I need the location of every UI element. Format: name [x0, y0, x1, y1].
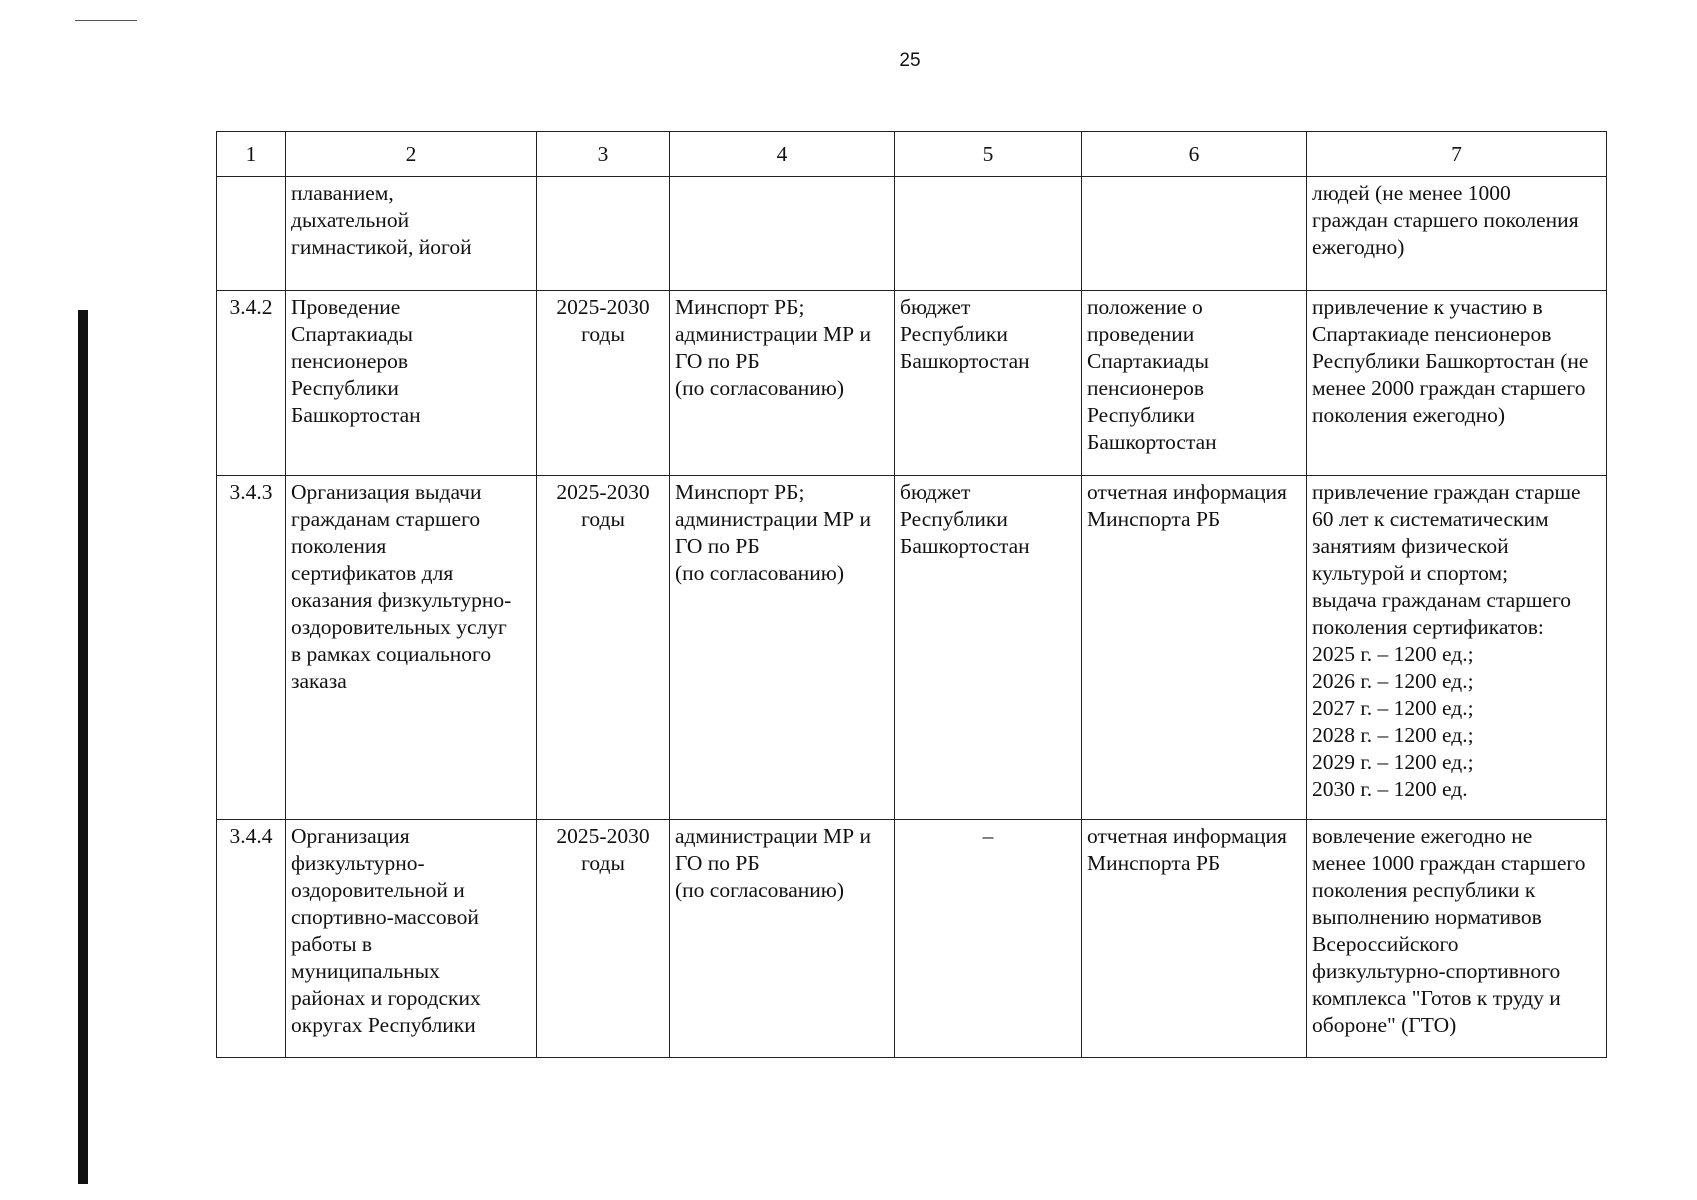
- funding-source: бюджет Республики Башкортостан: [895, 476, 1082, 820]
- table-row: [217, 177, 1607, 291]
- executors: Минспорт РБ; администрации МР и ГО по РБ (по согласованию): [670, 476, 895, 820]
- executors: администрации МР и ГО по РБ (по согласованию): [670, 820, 895, 1058]
- item-number: 3.4.3: [217, 476, 286, 820]
- item-number: 3.4.2: [217, 291, 286, 476]
- program-table: [216, 131, 1607, 1058]
- period: [537, 177, 670, 291]
- executors: Минспорт РБ; администрации МР и ГО по РБ (по согласованию): [670, 291, 895, 476]
- scan-edge-bar: [78, 310, 88, 1184]
- item-number: 3.4.4: [217, 820, 286, 1058]
- page-number: 25: [899, 50, 921, 71]
- document: отчетная информация Минспорта РБ: [1082, 476, 1307, 820]
- document: [1082, 177, 1307, 291]
- table-row: [217, 820, 1607, 1058]
- expected-result: людей (не менее 1000 граждан старшего поколения ежегодно): [1307, 177, 1607, 291]
- table-row: [217, 291, 1607, 476]
- column-header: 7: [1307, 132, 1607, 177]
- expected-result: вовлечение ежегодно не менее 1000 граждан старшего поколения республики к выполнению нормативов Всероссийского физкультурно-спортивного комплекса "Готов к труду и обороне" (ГТО): [1307, 820, 1607, 1058]
- activity-name: Организация выдачи гражданам старшего поколения сертификатов для оказания физкультурно- оздоровительных услуг в рамках социального заказа: [286, 476, 537, 820]
- period: 2025-2030 годы: [537, 820, 670, 1058]
- column-header: 2: [286, 132, 537, 177]
- activity-name: плаванием, дыхательной гимнастикой, йогой: [286, 177, 537, 291]
- funding-source: [895, 177, 1082, 291]
- column-header: 1: [217, 132, 286, 177]
- expected-result: привлечение к участию в Спартакиаде пенсионеров Республики Башкортостан (не менее 2000 граждан старшего поколения ежегодно): [1307, 291, 1607, 476]
- period: 2025-2030 годы: [537, 476, 670, 820]
- activity-name: Проведение Спартакиады пенсионеров Республики Башкортостан: [286, 291, 537, 476]
- table-row: [217, 476, 1607, 820]
- column-header: 4: [670, 132, 895, 177]
- column-header: 6: [1082, 132, 1307, 177]
- column-number-row: [217, 132, 1607, 177]
- executors: [670, 177, 895, 291]
- expected-result: привлечение граждан старше 60 лет к систематическим занятиям физической культурой и спортом; выдача гражданам старшего поколения сертификатов: 2025 г. – 1200 ед.; 2026 г. – 1200 ед.; 2027 г. – 1200 ед.; 2028 г. – 1200 ед.; 2029 г. – 1200 ед.; 2030 г. – 1200 ед.: [1307, 476, 1607, 820]
- activity-name: Организация физкультурно- оздоровительной и спортивно-массовой работы в муниципальных районах и городских округах Республики: [286, 820, 537, 1058]
- top-rule: [75, 20, 137, 21]
- funding-source: бюджет Республики Башкортостан: [895, 291, 1082, 476]
- period: 2025-2030 годы: [537, 291, 670, 476]
- funding-source: –: [895, 820, 1082, 1058]
- column-header: 3: [537, 132, 670, 177]
- item-number: [217, 177, 286, 291]
- document: отчетная информация Минспорта РБ: [1082, 820, 1307, 1058]
- column-header: 5: [895, 132, 1082, 177]
- document: положение о проведении Спартакиады пенсионеров Республики Башкортостан: [1082, 291, 1307, 476]
